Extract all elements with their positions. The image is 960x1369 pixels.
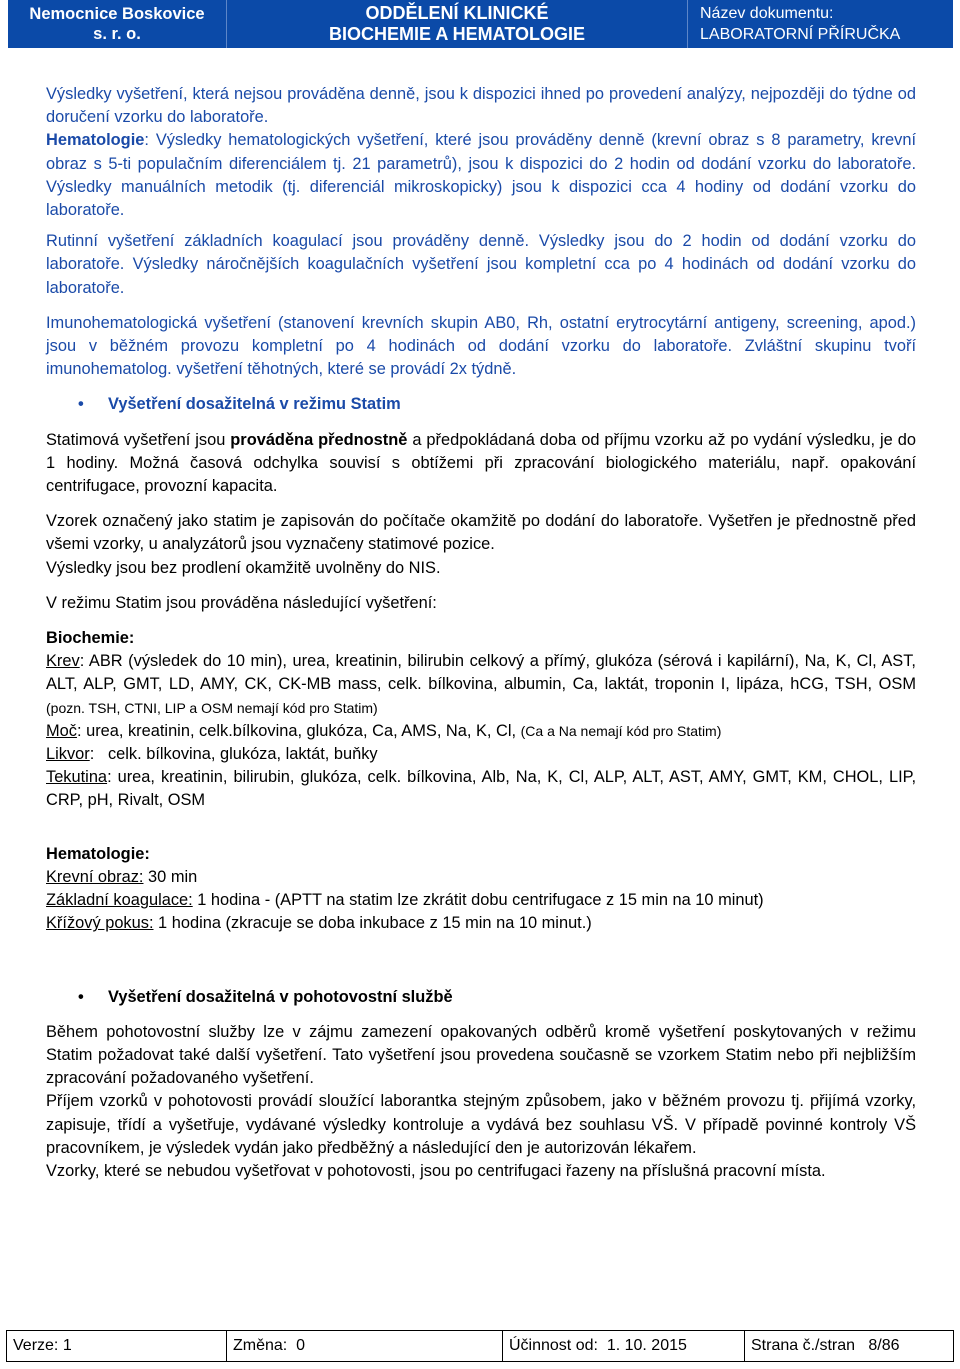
footer-version: Verze: 1 [7,1331,227,1361]
bullet-icon: • [78,987,84,1006]
document-footer [6,1330,954,1362]
dept-line-1: ODDĚLENÍ KLINICKÉ [365,3,549,23]
header-organization [8,0,227,48]
paragraph-statim-sample: Vzorek označený jako statim je zapisován do počítače okamžitě po dodání do laboratoře. Vyšetřen je přednostně před všemi vzorky, u analyzátorů jsou vyznačeny statimové pozice. Výsledky jsou bez prodlení okamžitě uvolněny do NIS. [46,512,916,577]
org-line-1: Nemocnice Boskovice [29,5,205,23]
doc-name: LABORATORNÍ PŘÍRUČKA [700,26,901,43]
footer-change: Změna: 0 [227,1331,503,1361]
paragraph-coagulation: Rutinní vyšetření základních koagulací jsou prováděny denně. Výsledky jsou do 2 hodin od dodání vzorku do laboratoře. Výsledky náročnějších koagulačních vyšetření jsou kompletní cca po 4 hodinách od dodání vzorku do laboratoře. [46,232,916,297]
paragraph-results-nondaily: Výsledky vyšetření, která nejsou prováděna denně, jsou k dispozici ihned po provedení analýzy, nejpozději do týdne od doručení vzorku do laboratoře. [46,85,916,127]
hematology-lead: Hematologie [46,131,145,150]
header-department [227,0,688,48]
heading-statim: • Vyšetření dosažitelná v režimu Statim [46,393,916,416]
footer-effective: Účinnost od: 1. 10. 2015 [503,1331,745,1361]
header-document [688,0,953,48]
statim-blood-count: Krevní obraz: 30 min [46,867,198,886]
footer-page: Strana č./stran 8/86 [751,1337,900,1354]
paragraph-emergency: Během pohotovostní služby lze v zájmu zamezení opakovaných odběrů kromě vyšetření poskytovaných v režimu Statim požadovat také další vyšetření. Tato vyšetření jsou provedena současně se vzorkem Statim nebo při nejbližším zpracování požadovaného vyšetření. Příjem vzorků v pohotovosti provádí sloužící laborantka stejným způsobem, jako v běžném provozu tj. přijímá vzorky, zapisuje, třídí a vyšetřuje, vydávané výsledky kontroluje a vydává bez souhlasu VŠ. V případě povinné kontroly VŠ pracovníkem, je výsledek vydán jako předběžný a následující den je autorizován lékařem. Vzorky, které se nebudou vyšetřovat v pohotovosti, jsou po centrifugaci řazeny na příslušná pracovní místa. [46,1022,916,1180]
dept-line-2: BIOCHEMIE A HEMATOLOGIE [328,24,585,44]
hematology-title: Hematologie: [46,844,150,863]
paragraph-immunohematology: Imunohematologická vyšetření (stanovení krevních skupin AB0, Rh, ostatní erytrocytární antigeny, screening, apod.) jsou v běžném provozu kompletní po 4 hodinách od dodání vzorku do laboratoře. Zvláštní skupinu tvoří imunohematolog. vyšetření těhotných, které se provádí 2x týdně. [46,313,916,379]
statim-crossmatch: Křížový pokus: 1 hodina (zkracuje se doba inkubace z 15 min na 10 minut.) [46,914,592,933]
paragraph-statim-intro: Statimová vyšetření jsou prováděna přednostně a předpokládaná doba od příjmu vzorku až po vydání výsledku, je do 1 hodiny. Možná časová odchylka souvisí s obtížemi při zpracování biologického materiálu, např. opakování centrifugace, provozní kapacita. [46,430,916,496]
paragraph-statim-list-intro: V režimu Statim jsou prováděna následující vyšetření: [46,593,437,612]
statim-blood: Krev: ABR (výsledek do 10 min), urea, kreatinin, bilirubin celkový a přímý, glukóza (sérová i kapilární), Na, K, Cl, AST, ALT, ALP, GMT, LD, AMY, CK, CK-MB mass, celk. bílkovina, albumin, Ca, laktát, troponin I, lipáza, hCG, TSH, OSM (pozn. TSH, CTNI, LIP a OSM nemají kód pro Statim) [46,652,916,716]
statim-fluid: Tekutina: urea, kreatinin, bilirubin, glukóza, celk. bílkovina, Alb, Na, K, Cl, ALP, ALT, AST, AMY, GMT, KM, CHOL, LIP, CRP, pH, Rivalt, OSM [46,768,916,810]
paragraph-hematology: Hematologie: Výsledky hematologických vyšetření, které jsou prováděny denně (krevní obraz s 8 parametry, krevní obraz s 5-ti populačním diferenciálem tj. 21 parametrů), jsou k dispozici do 2 hodin od dodání vzorku do laboratoře. Výsledky manuálních metodik (tj. diferenciál mikroskopicky) jsou k dispozici cca 4 hodiny od dodání vzorku do laboratoře. [46,131,916,220]
document-header [8,0,953,48]
heading-emergency: • Vyšetření dosažitelná v pohotovostní službě [46,986,916,1009]
document-body [46,83,916,1183]
statim-basic-coagulation: Základní koagulace: 1 hodina - (APTT na statim lze zkrátit dobu centrifugace z 15 min na 10 minut) [46,891,764,910]
bullet-icon: • [78,395,84,414]
statim-urine: Moč: urea, kreatinin, celk.bílkovina, glukóza, Ca, AMS, Na, K, Cl, (Ca a Na nemají kód pro Statim) [46,721,722,740]
biochemistry-title: Biochemie: [46,629,135,648]
org-line-2: s. r. o. [93,25,141,43]
doc-label: Název dokumentu: [700,5,834,22]
statim-csf: Likvor: celk. bílkovina, glukóza, laktát, buňky [46,745,378,764]
